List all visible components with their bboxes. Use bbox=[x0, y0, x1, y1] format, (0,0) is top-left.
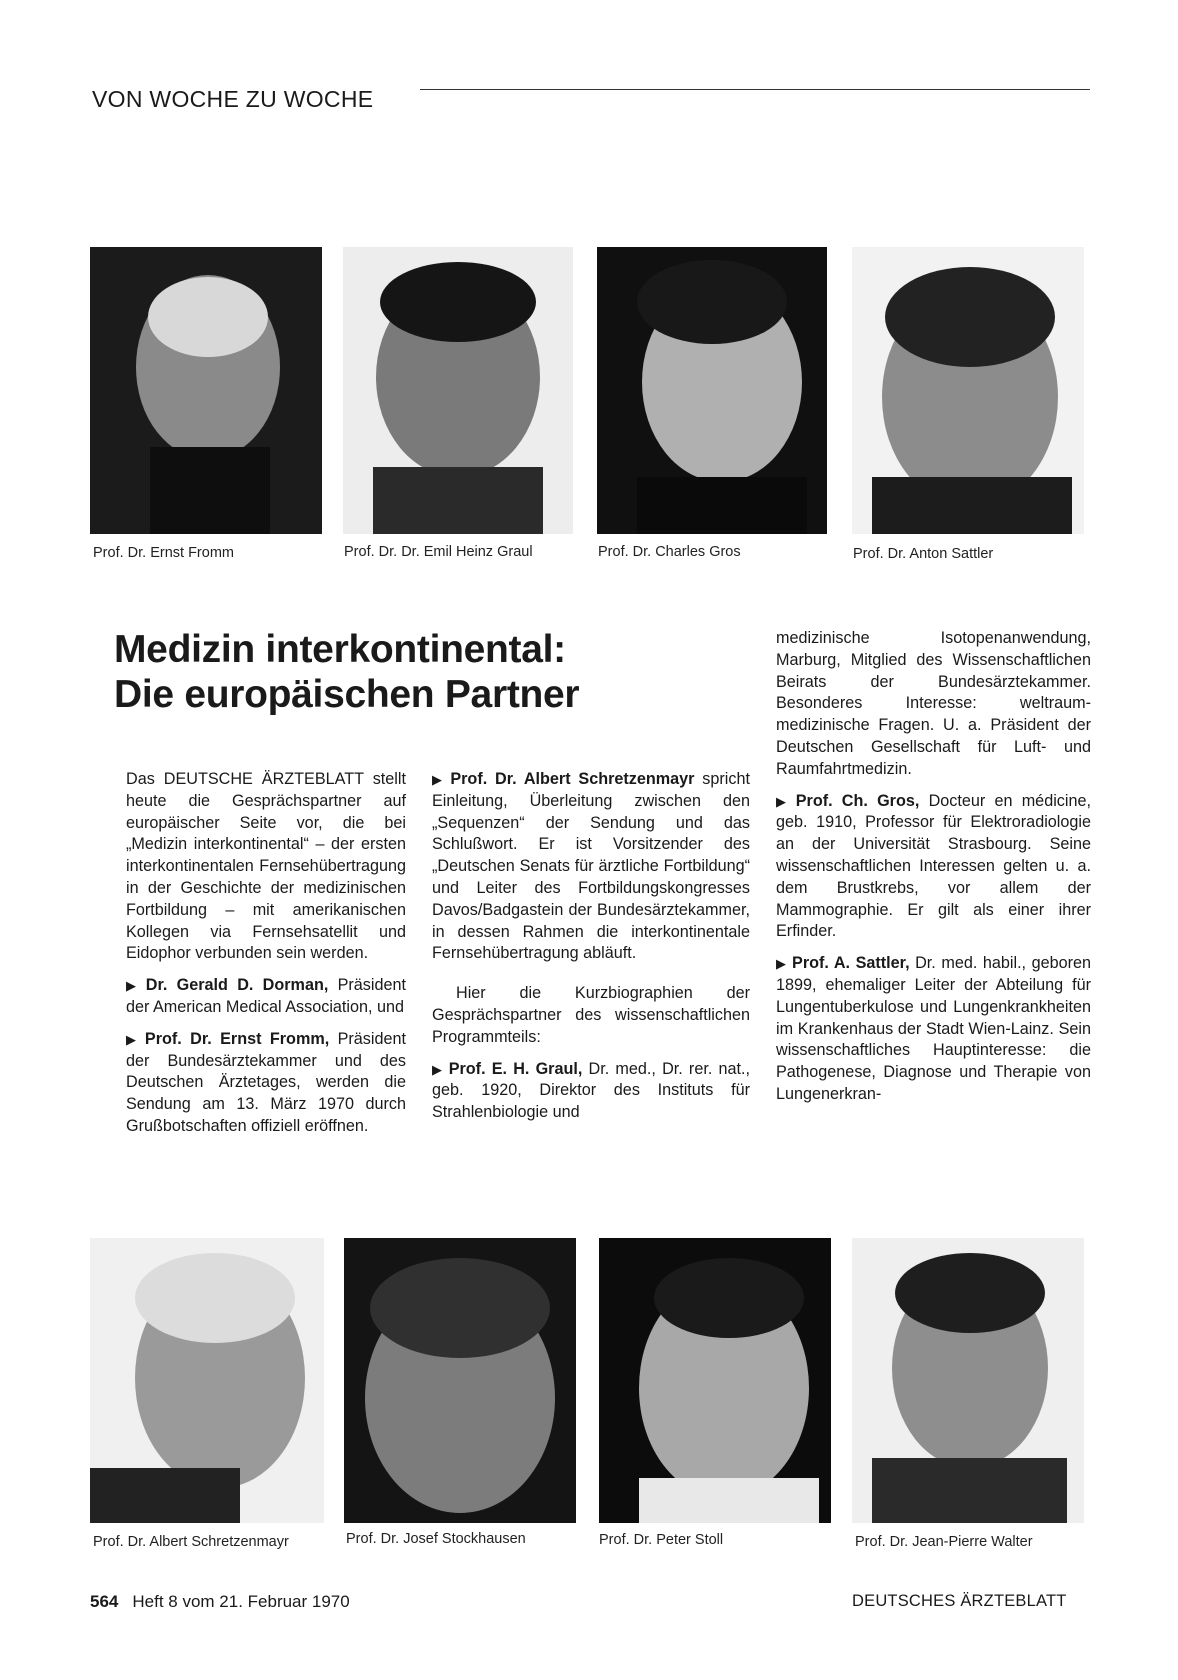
paragraph bbox=[776, 953, 1091, 1106]
paragraph-text: Präsident der Bundesärztekammer und des Deutschen Ärztetages, werden die Sendung am 13. März 1970 durch Grußbotschaften offiziell eröffnen. bbox=[126, 1029, 406, 1135]
photo-caption: Prof. Dr. Ernst Fromm bbox=[93, 545, 234, 561]
page-footer-left bbox=[90, 1592, 350, 1612]
header-rule bbox=[420, 89, 1090, 90]
photo-caption: Prof. Dr. Josef Stockhausen bbox=[346, 1531, 526, 1547]
paragraph-text: Docteur en médicine, geb. 1910, Professor für Elektroradiologie an der Universität Strasbourg. Seine wissenschaftlichen Interessen gelten u. a. dem Brustkrebs, vor allem der Mammographie. Er gilt als einer ihrer Erfinder. bbox=[776, 791, 1091, 941]
paragraph bbox=[432, 769, 750, 965]
headline-line: Medizin interkontinental: bbox=[114, 628, 566, 671]
paragraph-text: spricht Einleitung, Überleitung zwischen den „Sequenzen“ der Sendung und das Schlußwort. Er ist Vorsitzender des „Deutschen Senats für ärztliche Fortbildung“ und Leiter des Fortbildungskongresses Davos/Badgastein der Bundesärztekammer, in dessen Rahmen die interkontinentale Fernsehübertragung abläuft. bbox=[432, 770, 750, 963]
triangle-bullet-icon: ▶ bbox=[776, 793, 791, 809]
paragraph: medizinische Isotopenanwendung, Marburg, Mitglied des Wissenschaftlichen Beirats der Bundesärztekammer. Besonderes Interesse: weltraum-medizinische Fragen. U. a. Präsident der Deutschen Gesellschaft für Luft- und Raumfahrtmedizin. bbox=[776, 629, 1091, 778]
triangle-bullet-icon: ▶ bbox=[126, 1031, 140, 1047]
photo-caption: Prof. Dr. Peter Stoll bbox=[599, 1532, 724, 1548]
photo-caption: Prof. Dr. Albert Schretzenmayr bbox=[93, 1534, 289, 1550]
person-name: Dr. Gerald D. Dorman, bbox=[145, 976, 329, 995]
article-column-2 bbox=[432, 769, 750, 1134]
photo-caption: Prof. Dr. Anton Sattler bbox=[853, 546, 994, 562]
photo-caption: Prof. Dr. Jean-Pierre Walter bbox=[855, 1534, 1033, 1550]
triangle-bullet-icon: ▶ bbox=[126, 978, 141, 994]
paragraph bbox=[126, 1029, 406, 1138]
paragraph bbox=[776, 791, 1091, 944]
paragraph-text: Dr. med. habil., geboren 1899, ehemaliger Leiter der Abteilung für Lungentuberkulose und Lungenkrankheiten im Krankenhaus der Stadt Wien-Lainz. Sein wissenschaftliches Hauptinteresse: die Pathogenese, Diagnose und Therapie von Lungenerkran- bbox=[776, 954, 1092, 1103]
person-name: Prof. Dr. Albert Schretzenmayr bbox=[450, 770, 695, 788]
portrait-photo bbox=[90, 247, 322, 534]
photo-caption: Prof. Dr. Dr. Emil Heinz Graul bbox=[344, 544, 533, 560]
article-column-1 bbox=[126, 769, 406, 1148]
person-name: Prof. A. Sattler, bbox=[792, 954, 910, 973]
paragraph: Hier die Kurzbiographien der Gesprächspartner des wissenschaftlichen Programmteils: bbox=[432, 984, 750, 1046]
page-number: 564 bbox=[90, 1592, 119, 1611]
person-name: Prof. Ch. Gros, bbox=[795, 791, 920, 810]
paragraph-text: Dr. med., Dr. rer. nat., geb. 1920, Direktor des Instituts für Strahlenbiologie und bbox=[432, 1059, 750, 1122]
headline-line: Die europäischen Partner bbox=[114, 673, 580, 716]
journal-name: DEUTSCHES ÄRZTEBLATT bbox=[852, 1592, 1067, 1610]
article-column-3 bbox=[776, 628, 1091, 1116]
portrait-photo bbox=[599, 1238, 831, 1523]
photo-caption: Prof. Dr. Charles Gros bbox=[598, 544, 741, 560]
portrait-photo bbox=[343, 247, 573, 534]
portrait-photo bbox=[597, 247, 827, 534]
section-title: VON WOCHE ZU WOCHE bbox=[92, 86, 374, 112]
paragraph: Das DEUTSCHE ÄRZTEBLATT stellt heute die Gesprächspartner auf europäischer Seite vor, die bei „Medizin interkontinental“ – der ersten interkontinentalen Fernsehübertragung in der Geschichte der medizinischen Fortbildung – mit amerikanischen Kollegen via Fernsehsatellit und Eidophor verbunden sein werden. bbox=[126, 770, 406, 963]
triangle-bullet-icon: ▶ bbox=[432, 1061, 444, 1077]
paragraph-text: Präsident der American Medical Association, und bbox=[126, 976, 407, 1016]
portrait-photo bbox=[852, 247, 1084, 534]
triangle-bullet-icon: ▶ bbox=[432, 772, 446, 787]
person-name: Prof. E. H. Graul, bbox=[448, 1059, 583, 1078]
portrait-photo bbox=[90, 1238, 324, 1523]
person-name: Prof. Dr. Ernst Fromm, bbox=[144, 1029, 330, 1048]
paragraph bbox=[126, 975, 406, 1019]
issue-info: Heft 8 vom 21. Februar 1970 bbox=[132, 1592, 350, 1611]
portrait-photo bbox=[344, 1238, 576, 1523]
portrait-photo bbox=[852, 1238, 1084, 1523]
paragraph bbox=[432, 1059, 750, 1124]
triangle-bullet-icon: ▶ bbox=[776, 956, 788, 972]
article-headline bbox=[114, 627, 579, 717]
